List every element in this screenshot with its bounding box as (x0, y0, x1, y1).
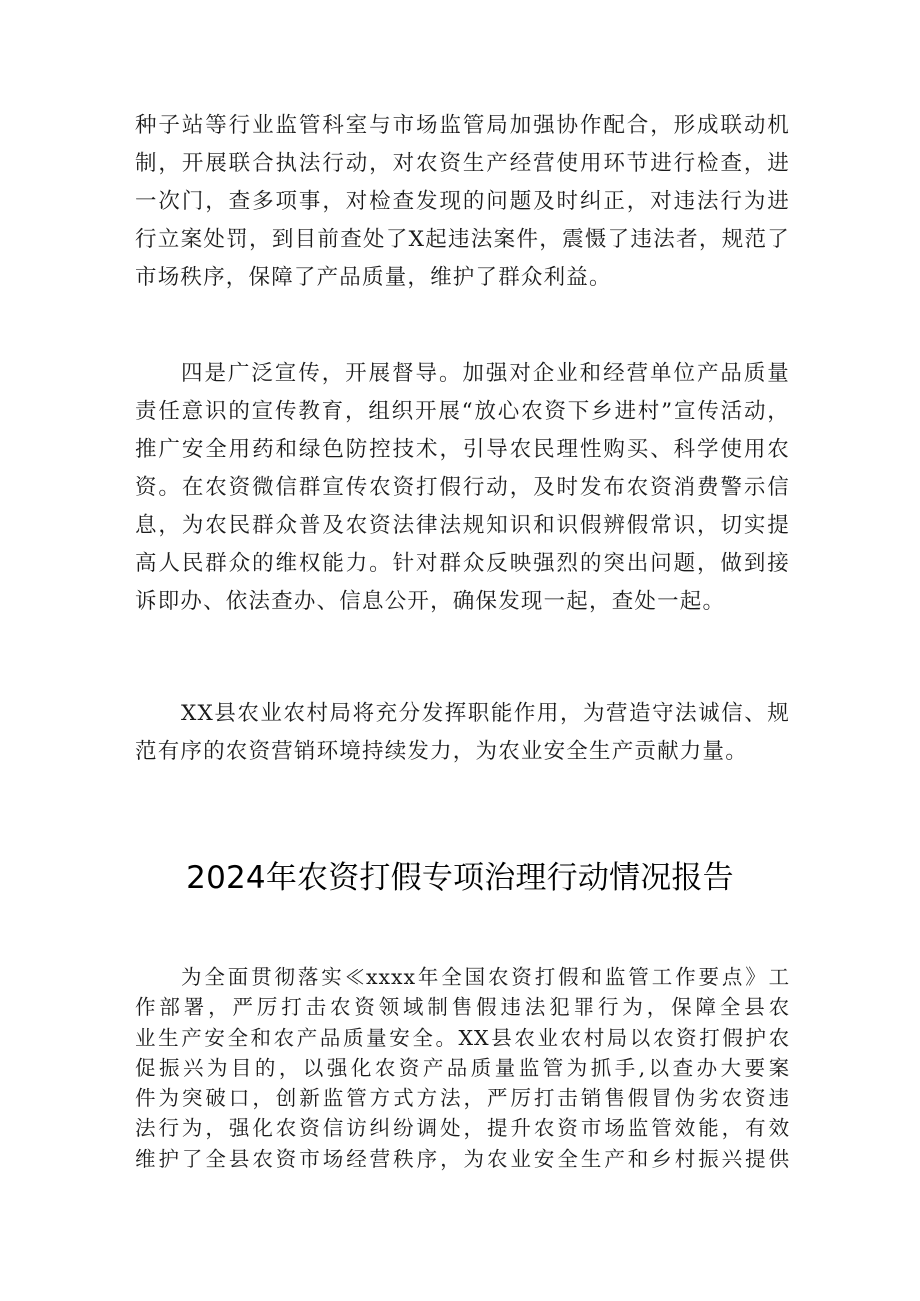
text-line: 诉即办、依法查办、信息公开，确保发现一起，查处一起。 (135, 589, 726, 614)
text-line: 维护了全县农资市场经营秩序，为农业安全生产和乡村振兴提供 (135, 1146, 790, 1171)
text-line: 法行为，强化农资信访纠纷调处，提升农资市场监管效能，有效 (135, 1116, 790, 1141)
text-line: 行立案处罚，到目前查处了X起违法案件，震慑了违法者，规范了 (135, 227, 790, 252)
text-line: 息，为农民群众普及农资法律法规知识和识假辨假常识，切实提 (135, 513, 790, 538)
paragraph-publicity (135, 355, 790, 621)
text-line: 作部署，严厉打击农资领域制售假违法犯罪行为，保障全县农 (135, 995, 790, 1020)
text-line: 范有序的农资营销环境持续发力，为农业安全生产贡献力量。 (135, 739, 748, 764)
text-line: 市场秩序，保障了产品质量，维护了群众利益。 (135, 265, 612, 290)
text-line: 一次门，查多项事，对检查发现的问题及时纠正，对违法行为进 (135, 189, 790, 214)
text-line: XX县农业农村局将充分发挥职能作用，为营造守法诚信、规 (181, 701, 790, 726)
text-line: 资。在农资微信群宣传农资打假行动，及时发布农资消费警示信 (135, 475, 790, 500)
paragraph-conclusion (135, 695, 790, 771)
paragraph-report-intro (135, 962, 790, 1174)
text-line: 推广安全用药和绿色防控技术，引导农民理性购买、科学使用农 (135, 437, 790, 462)
report-title: 2024年农资打假专项治理行动情况报告 (186, 860, 734, 896)
text-line: 高人民群众的维权能力。针对群众反映强烈的突出问题，做到接 (135, 551, 790, 576)
text-line: 种子站等行业监管科室与市场监管局加强协作配合，形成联动机 (135, 113, 790, 138)
paragraph-enforcement (135, 107, 790, 297)
text-line: 业生产安全和农产品质量安全。XX县农业农村局以农资打假护农 (135, 1025, 790, 1050)
text-line: 责任意识的宣传教育，组织开展“放心农资下乡进村”宣传活动， (135, 399, 790, 424)
text-line: 促振兴为目的，以强化农资产品质量监管为抓手,以查办大要案 (135, 1055, 790, 1080)
text-line: 件为突破口，创新监管方式方法，严厉打击销售假冒伪劣农资违 (135, 1086, 790, 1111)
text-line: 为全面贯彻落实≪xxxx年全国农资打假和监管工作要点》工 (181, 965, 790, 989)
text-line: 四是广泛宣传，开展督导。加强对企业和经营单位产品质量 (181, 361, 790, 386)
text-line: 制，开展联合执法行动，对农资生产经营使用环节进行检查，进 (135, 151, 790, 176)
